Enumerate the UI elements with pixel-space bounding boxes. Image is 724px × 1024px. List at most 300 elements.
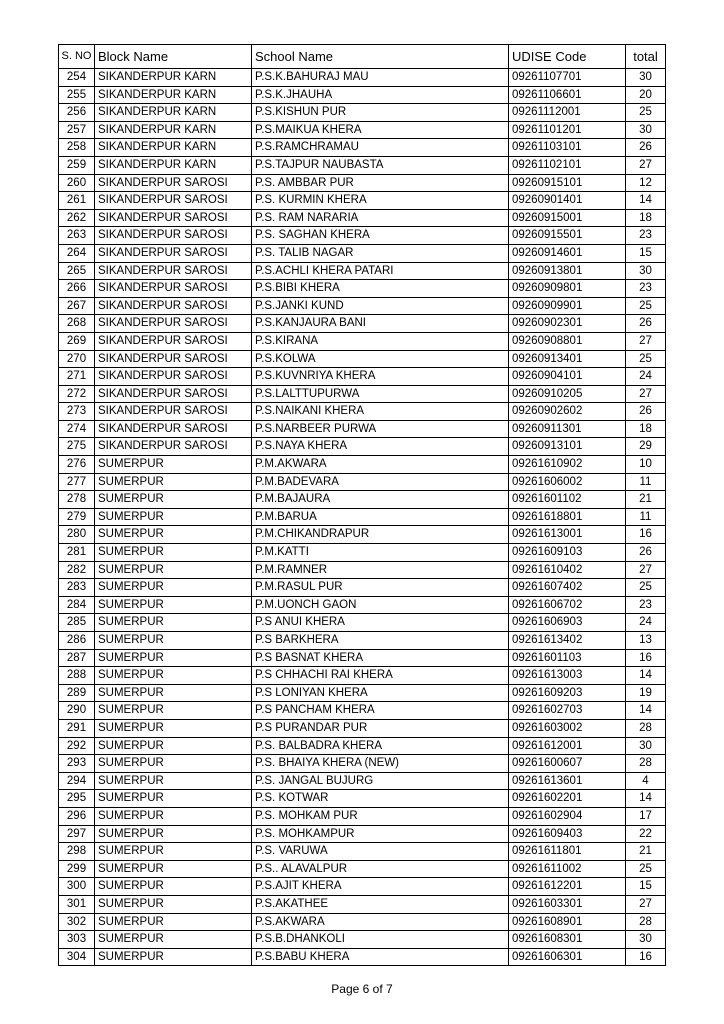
cell-sno: 259 — [59, 156, 95, 174]
cell-school-name: P.S.LALTTUPURWA — [252, 385, 509, 403]
cell-udise-code: 09261613001 — [509, 526, 626, 544]
header-total: total — [626, 45, 666, 69]
cell-total: 23 — [626, 227, 666, 245]
cell-school-name: P.S. TALIB NAGAR — [252, 244, 509, 262]
table-row — [59, 473, 666, 491]
cell-total: 10 — [626, 456, 666, 474]
table-row — [59, 860, 666, 878]
cell-total: 26 — [626, 315, 666, 333]
cell-sno: 268 — [59, 315, 95, 333]
cell-total: 29 — [626, 438, 666, 456]
cell-school-name: P.S. MOHKAM PUR — [252, 807, 509, 825]
cell-udise-code: 09261602201 — [509, 790, 626, 808]
cell-school-name: P.S. SAGHAN KHERA — [252, 227, 509, 245]
cell-total: 18 — [626, 420, 666, 438]
cell-udise-code: 09261606301 — [509, 948, 626, 966]
cell-sno: 286 — [59, 632, 95, 650]
cell-school-name: P.S.K.BAHURAJ MAU — [252, 69, 509, 87]
cell-school-name: P.S LONIYAN KHERA — [252, 684, 509, 702]
cell-udise-code: 09260910205 — [509, 385, 626, 403]
table-row — [59, 596, 666, 614]
cell-udise-code: 09261613003 — [509, 667, 626, 685]
cell-block-name: SUMERPUR — [95, 632, 252, 650]
cell-school-name: P.S.NARBEER PURWA — [252, 420, 509, 438]
cell-block-name: SUMERPUR — [95, 931, 252, 949]
cell-udise-code: 09260902602 — [509, 403, 626, 421]
cell-school-name: P.M.RASUL PUR — [252, 579, 509, 597]
cell-udise-code: 09260902301 — [509, 315, 626, 333]
cell-school-name: P.M.BARUA — [252, 508, 509, 526]
cell-udise-code: 09260915101 — [509, 174, 626, 192]
table-row — [59, 174, 666, 192]
cell-total: 15 — [626, 878, 666, 896]
cell-block-name: SIKANDERPUR KARN — [95, 86, 252, 104]
cell-school-name: P.S PURANDAR PUR — [252, 719, 509, 737]
cell-school-name: P.S.JANKI KUND — [252, 297, 509, 315]
table-row — [59, 544, 666, 562]
cell-udise-code: 09261610402 — [509, 561, 626, 579]
cell-block-name: SIKANDERPUR SAROSI — [95, 350, 252, 368]
cell-udise-code: 09261603301 — [509, 895, 626, 913]
table-row — [59, 456, 666, 474]
cell-school-name: P.M.CHIKANDRAPUR — [252, 526, 509, 544]
cell-total: 30 — [626, 121, 666, 139]
cell-block-name: SUMERPUR — [95, 667, 252, 685]
cell-total: 30 — [626, 262, 666, 280]
cell-school-name: P.S. KURMIN KHERA — [252, 192, 509, 210]
table-row — [59, 244, 666, 262]
cell-sno: 301 — [59, 895, 95, 913]
cell-sno: 288 — [59, 667, 95, 685]
cell-block-name: SUMERPUR — [95, 772, 252, 790]
cell-block-name: SUMERPUR — [95, 790, 252, 808]
cell-udise-code: 09261107701 — [509, 69, 626, 87]
cell-udise-code: 09261608901 — [509, 913, 626, 931]
cell-school-name: P.S.AJIT KHERA — [252, 878, 509, 896]
table-row — [59, 579, 666, 597]
table-row — [59, 227, 666, 245]
cell-sno: 282 — [59, 561, 95, 579]
cell-block-name: SUMERPUR — [95, 807, 252, 825]
cell-school-name: P.S. BALBADRA KHERA — [252, 737, 509, 755]
cell-sno: 277 — [59, 473, 95, 491]
cell-block-name: SUMERPUR — [95, 473, 252, 491]
cell-udise-code: 09260915501 — [509, 227, 626, 245]
cell-block-name: SUMERPUR — [95, 860, 252, 878]
cell-school-name: P.S. VARUWA — [252, 843, 509, 861]
cell-school-name: P.S.KUVNRIYA KHERA — [252, 368, 509, 386]
cell-school-name: P.S.KISHUN PUR — [252, 104, 509, 122]
cell-udise-code: 09261602703 — [509, 702, 626, 720]
cell-block-name: SUMERPUR — [95, 526, 252, 544]
table-row — [59, 825, 666, 843]
cell-block-name: SIKANDERPUR SAROSI — [95, 332, 252, 350]
table-row — [59, 807, 666, 825]
cell-udise-code: 09261609203 — [509, 684, 626, 702]
table-row — [59, 86, 666, 104]
cell-sno: 276 — [59, 456, 95, 474]
table-row — [59, 280, 666, 298]
cell-udise-code: 09261102101 — [509, 156, 626, 174]
school-list-table — [58, 44, 666, 966]
cell-total: 14 — [626, 702, 666, 720]
cell-total: 30 — [626, 69, 666, 87]
cell-total: 27 — [626, 156, 666, 174]
cell-school-name: P.S.NAYA KHERA — [252, 438, 509, 456]
cell-school-name: P.S.RAMCHRAMAU — [252, 139, 509, 157]
table-row — [59, 508, 666, 526]
cell-block-name: SIKANDERPUR SAROSI — [95, 244, 252, 262]
cell-total: 13 — [626, 632, 666, 650]
cell-school-name: P.S.KANJAURA BANI — [252, 315, 509, 333]
cell-school-name: P.S PANCHAM KHERA — [252, 702, 509, 720]
cell-school-name: P.S. RAM NARARIA — [252, 209, 509, 227]
cell-total: 26 — [626, 403, 666, 421]
table-row — [59, 948, 666, 966]
table-row — [59, 931, 666, 949]
table-row — [59, 491, 666, 509]
cell-block-name: SUMERPUR — [95, 737, 252, 755]
cell-total: 22 — [626, 825, 666, 843]
cell-block-name: SIKANDERPUR SAROSI — [95, 438, 252, 456]
cell-total: 19 — [626, 684, 666, 702]
cell-sno: 265 — [59, 262, 95, 280]
cell-block-name: SIKANDERPUR SAROSI — [95, 368, 252, 386]
cell-school-name: P.S.K.JHAUHA — [252, 86, 509, 104]
cell-udise-code: 09260909801 — [509, 280, 626, 298]
cell-sno: 281 — [59, 544, 95, 562]
cell-school-name: P.S. KOTWAR — [252, 790, 509, 808]
cell-school-name: P.S.KOLWA — [252, 350, 509, 368]
cell-total: 23 — [626, 596, 666, 614]
cell-total: 27 — [626, 385, 666, 403]
cell-total: 21 — [626, 843, 666, 861]
cell-sno: 260 — [59, 174, 95, 192]
cell-sno: 273 — [59, 403, 95, 421]
cell-sno: 299 — [59, 860, 95, 878]
cell-total: 27 — [626, 561, 666, 579]
cell-school-name: P.S.ACHLI KHERA PATARI — [252, 262, 509, 280]
table-row — [59, 297, 666, 315]
cell-total: 14 — [626, 192, 666, 210]
cell-total: 30 — [626, 737, 666, 755]
cell-school-name: P.M.BADEVARA — [252, 473, 509, 491]
cell-school-name: P.S.BIBI KHERA — [252, 280, 509, 298]
cell-total: 25 — [626, 350, 666, 368]
cell-udise-code: 09261609403 — [509, 825, 626, 843]
table-row — [59, 790, 666, 808]
cell-sno: 298 — [59, 843, 95, 861]
cell-udise-code: 09260915001 — [509, 209, 626, 227]
cell-udise-code: 09261606002 — [509, 473, 626, 491]
cell-school-name: P.S.B.DHANKOLI — [252, 931, 509, 949]
cell-school-name: P.S.NAIKANI KHERA — [252, 403, 509, 421]
cell-block-name: SUMERPUR — [95, 561, 252, 579]
cell-sno: 297 — [59, 825, 95, 843]
cell-udise-code: 09261606903 — [509, 614, 626, 632]
cell-total: 25 — [626, 104, 666, 122]
cell-total: 25 — [626, 860, 666, 878]
table-row — [59, 755, 666, 773]
cell-total: 11 — [626, 508, 666, 526]
table-row — [59, 737, 666, 755]
cell-school-name: P.S.KIRANA — [252, 332, 509, 350]
cell-sno: 302 — [59, 913, 95, 931]
cell-udise-code: 09261608301 — [509, 931, 626, 949]
cell-sno: 271 — [59, 368, 95, 386]
cell-sno: 278 — [59, 491, 95, 509]
cell-block-name: SUMERPUR — [95, 702, 252, 720]
header-udise-code: UDISE Code — [509, 45, 626, 69]
cell-udise-code: 09261601102 — [509, 491, 626, 509]
cell-udise-code: 09260913101 — [509, 438, 626, 456]
cell-udise-code: 09261612001 — [509, 737, 626, 755]
cell-school-name: P.S.BABU KHERA — [252, 948, 509, 966]
cell-sno: 291 — [59, 719, 95, 737]
cell-udise-code: 09261602904 — [509, 807, 626, 825]
cell-school-name: P.S.. ALAVALPUR — [252, 860, 509, 878]
table-row — [59, 843, 666, 861]
table-row — [59, 385, 666, 403]
cell-block-name: SUMERPUR — [95, 649, 252, 667]
cell-block-name: SIKANDERPUR SAROSI — [95, 315, 252, 333]
table-row — [59, 913, 666, 931]
cell-udise-code: 09261601103 — [509, 649, 626, 667]
table-row — [59, 719, 666, 737]
cell-sno: 279 — [59, 508, 95, 526]
cell-block-name: SUMERPUR — [95, 456, 252, 474]
cell-sno: 258 — [59, 139, 95, 157]
cell-total: 27 — [626, 895, 666, 913]
cell-sno: 266 — [59, 280, 95, 298]
table-row — [59, 649, 666, 667]
cell-udise-code: 09261609103 — [509, 544, 626, 562]
cell-school-name: P.S. AMBBAR PUR — [252, 174, 509, 192]
cell-total: 24 — [626, 368, 666, 386]
cell-school-name: P.S. JANGAL BUJURG — [252, 772, 509, 790]
cell-udise-code: 09261103101 — [509, 139, 626, 157]
cell-total: 15 — [626, 244, 666, 262]
cell-block-name: SIKANDERPUR SAROSI — [95, 209, 252, 227]
cell-sno: 256 — [59, 104, 95, 122]
cell-udise-code: 09260908801 — [509, 332, 626, 350]
cell-block-name: SUMERPUR — [95, 878, 252, 896]
cell-block-name: SUMERPUR — [95, 579, 252, 597]
cell-school-name: P.M.BAJAURA — [252, 491, 509, 509]
cell-school-name: P.S CHHACHI RAI KHERA — [252, 667, 509, 685]
cell-block-name: SUMERPUR — [95, 491, 252, 509]
cell-block-name: SUMERPUR — [95, 614, 252, 632]
table-row — [59, 702, 666, 720]
cell-school-name: P.S.AKATHEE — [252, 895, 509, 913]
cell-sno: 263 — [59, 227, 95, 245]
cell-block-name: SUMERPUR — [95, 544, 252, 562]
table-row — [59, 772, 666, 790]
table-row — [59, 209, 666, 227]
cell-udise-code: 09261618801 — [509, 508, 626, 526]
table-row — [59, 526, 666, 544]
cell-block-name: SIKANDERPUR SAROSI — [95, 420, 252, 438]
cell-school-name: P.M.KATTI — [252, 544, 509, 562]
cell-block-name: SIKANDERPUR KARN — [95, 121, 252, 139]
cell-total: 27 — [626, 332, 666, 350]
cell-block-name: SUMERPUR — [95, 684, 252, 702]
cell-total: 20 — [626, 86, 666, 104]
cell-udise-code: 09260904101 — [509, 368, 626, 386]
cell-sno: 269 — [59, 332, 95, 350]
cell-udise-code: 09261607402 — [509, 579, 626, 597]
table-row — [59, 420, 666, 438]
cell-block-name: SUMERPUR — [95, 913, 252, 931]
table-row — [59, 438, 666, 456]
cell-udise-code: 09261603002 — [509, 719, 626, 737]
cell-sno: 295 — [59, 790, 95, 808]
cell-sno: 285 — [59, 614, 95, 632]
cell-total: 25 — [626, 579, 666, 597]
cell-school-name: P.M.RAMNER — [252, 561, 509, 579]
cell-block-name: SIKANDERPUR KARN — [95, 156, 252, 174]
header-school-name: School Name — [252, 45, 509, 69]
cell-udise-code: 09260901401 — [509, 192, 626, 210]
table-row — [59, 156, 666, 174]
table-row — [59, 403, 666, 421]
cell-total: 23 — [626, 280, 666, 298]
cell-school-name: P.S. BHAIYA KHERA (NEW) — [252, 755, 509, 773]
cell-udise-code: 09260911301 — [509, 420, 626, 438]
cell-total: 28 — [626, 755, 666, 773]
cell-sno: 272 — [59, 385, 95, 403]
cell-block-name: SIKANDERPUR SAROSI — [95, 385, 252, 403]
header-sno: S. NO — [59, 45, 95, 69]
cell-block-name: SIKANDERPUR SAROSI — [95, 297, 252, 315]
table-row — [59, 104, 666, 122]
cell-udise-code: 09261610902 — [509, 456, 626, 474]
cell-school-name: P.M.AKWARA — [252, 456, 509, 474]
table-row — [59, 192, 666, 210]
cell-sno: 290 — [59, 702, 95, 720]
table-row — [59, 684, 666, 702]
table-row — [59, 667, 666, 685]
cell-block-name: SIKANDERPUR SAROSI — [95, 280, 252, 298]
cell-sno: 261 — [59, 192, 95, 210]
cell-block-name: SIKANDERPUR SAROSI — [95, 262, 252, 280]
cell-udise-code: 09261106601 — [509, 86, 626, 104]
cell-total: 14 — [626, 790, 666, 808]
cell-udise-code: 09260909901 — [509, 297, 626, 315]
cell-total: 4 — [626, 772, 666, 790]
cell-block-name: SIKANDERPUR KARN — [95, 104, 252, 122]
cell-sno: 255 — [59, 86, 95, 104]
cell-total: 21 — [626, 491, 666, 509]
cell-total: 28 — [626, 719, 666, 737]
cell-block-name: SIKANDERPUR SAROSI — [95, 227, 252, 245]
cell-block-name: SUMERPUR — [95, 596, 252, 614]
cell-school-name: P.S.MAIKUA KHERA — [252, 121, 509, 139]
cell-total: 18 — [626, 209, 666, 227]
cell-total: 26 — [626, 139, 666, 157]
cell-block-name: SUMERPUR — [95, 755, 252, 773]
cell-sno: 303 — [59, 931, 95, 949]
cell-udise-code: 09260913401 — [509, 350, 626, 368]
table-row — [59, 262, 666, 280]
cell-sno: 294 — [59, 772, 95, 790]
cell-total: 26 — [626, 544, 666, 562]
page-number: Page 6 of 7 — [331, 982, 393, 996]
cell-sno: 293 — [59, 755, 95, 773]
cell-sno: 274 — [59, 420, 95, 438]
cell-sno: 289 — [59, 684, 95, 702]
cell-sno: 262 — [59, 209, 95, 227]
cell-school-name: P.S.TAJPUR NAUBASTA — [252, 156, 509, 174]
cell-total: 12 — [626, 174, 666, 192]
cell-total: 28 — [626, 913, 666, 931]
cell-block-name: SUMERPUR — [95, 719, 252, 737]
table-row — [59, 139, 666, 157]
table-header-row — [59, 45, 666, 69]
cell-sno: 257 — [59, 121, 95, 139]
table-row — [59, 368, 666, 386]
cell-school-name: P.S ANUI KHERA — [252, 614, 509, 632]
cell-total: 16 — [626, 526, 666, 544]
cell-block-name: SUMERPUR — [95, 948, 252, 966]
cell-total: 16 — [626, 948, 666, 966]
cell-block-name: SUMERPUR — [95, 895, 252, 913]
cell-udise-code: 09261613402 — [509, 632, 626, 650]
cell-udise-code: 09261612201 — [509, 878, 626, 896]
table-row — [59, 350, 666, 368]
cell-school-name: P.M.UONCH GAON — [252, 596, 509, 614]
table-row — [59, 614, 666, 632]
table-row — [59, 332, 666, 350]
cell-sno: 264 — [59, 244, 95, 262]
cell-total: 24 — [626, 614, 666, 632]
cell-udise-code: 09261101201 — [509, 121, 626, 139]
table-row — [59, 315, 666, 333]
cell-udise-code: 09261613601 — [509, 772, 626, 790]
cell-total: 11 — [626, 473, 666, 491]
cell-sno: 267 — [59, 297, 95, 315]
cell-block-name: SUMERPUR — [95, 843, 252, 861]
table-row — [59, 69, 666, 87]
cell-block-name: SUMERPUR — [95, 508, 252, 526]
cell-block-name: SUMERPUR — [95, 825, 252, 843]
cell-udise-code: 09261600607 — [509, 755, 626, 773]
cell-sno: 287 — [59, 649, 95, 667]
cell-total: 14 — [626, 667, 666, 685]
cell-block-name: SIKANDERPUR SAROSI — [95, 192, 252, 210]
cell-udise-code: 09261611002 — [509, 860, 626, 878]
table-row — [59, 878, 666, 896]
cell-sno: 270 — [59, 350, 95, 368]
cell-school-name: P.S. MOHKAMPUR — [252, 825, 509, 843]
cell-sno: 254 — [59, 69, 95, 87]
cell-school-name: P.S BASNAT KHERA — [252, 649, 509, 667]
cell-total: 16 — [626, 649, 666, 667]
cell-total: 17 — [626, 807, 666, 825]
cell-udise-code: 09260913801 — [509, 262, 626, 280]
cell-block-name: SIKANDERPUR KARN — [95, 69, 252, 87]
cell-sno: 304 — [59, 948, 95, 966]
cell-sno: 280 — [59, 526, 95, 544]
table-row — [59, 895, 666, 913]
cell-udise-code: 09260914601 — [509, 244, 626, 262]
table-row — [59, 632, 666, 650]
cell-udise-code: 09261112001 — [509, 104, 626, 122]
cell-school-name: P.S.AKWARA — [252, 913, 509, 931]
cell-block-name: SIKANDERPUR SAROSI — [95, 174, 252, 192]
table-row — [59, 561, 666, 579]
cell-block-name: SIKANDERPUR KARN — [95, 139, 252, 157]
